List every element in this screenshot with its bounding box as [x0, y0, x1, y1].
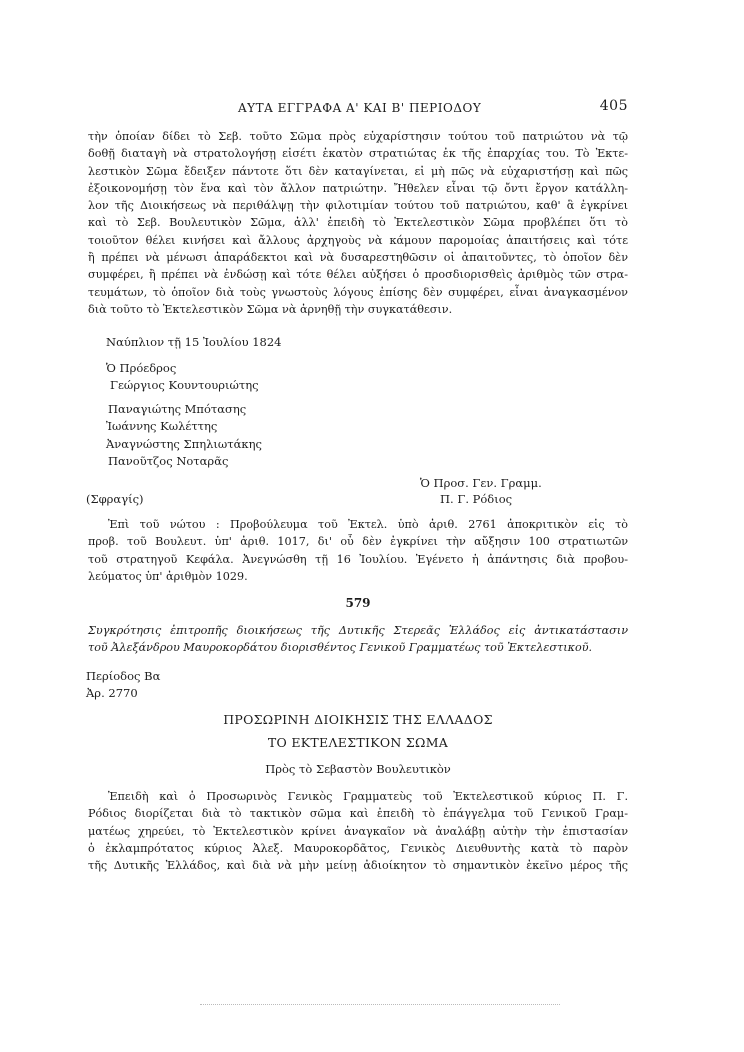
period-label: Περίοδος Βα [86, 669, 161, 683]
text-line: λεύματος ὑπ' ἀριθμὸν 1029. [88, 569, 248, 583]
text-line: τὴν ὁποίαν δίδει τὸ Σεβ. τοῦτο Σῶμα πρὸς εὐχαρίστησιν τούτου τοῦ πατριώτου νὰ τῷ [88, 130, 628, 143]
secretary-name: Π. Γ. Ρόδιος [440, 492, 513, 506]
footer-dotted-rule [200, 1004, 560, 1005]
endorsement-note [88, 516, 628, 585]
text-line: λεστικὸν Σῶμα ἔδειξεν πάντοτε ὅτι δὲν καταγίνεται, εἰ μὴ πῶς νὰ εὐχαριστήσῃ καὶ πῶς [88, 164, 628, 178]
place-date: Ναύπλιον τῇ 15 Ἰουλίου 1824 [106, 335, 282, 349]
text-line: τοιοῦτον θέλει κινήσει καὶ ἄλλους ἀρχηγοὺς νὰ κάμουν παρομοίας ἀπαιτήσεις καὶ τότε [88, 233, 628, 247]
document-number: 579 [345, 596, 371, 610]
text-line: καὶ τὸ Σεβ. Βουλευτικὸν Σῶμα, ἀλλ' ἐπειδὴ τὸ Ἐκτελεστικὸν Σῶμα προβλέπει ὅτι τὸ [88, 216, 628, 230]
paragraph-body [88, 788, 628, 874]
member-name: Ἰωάννης Κωλέττης [106, 419, 218, 433]
addressee: Πρὸς τὸ Σεβαστὸν Βουλευτικὸν [265, 762, 451, 776]
document-summary [88, 622, 628, 657]
text-line: τοῦ στρατηγοῦ Κεφάλα. Ἀνεγνώσθη τῇ 16 Ἰουλίου. Ἐγένετο ἡ ἀπάντησις διὰ προβου- [88, 552, 628, 566]
text-line: ματέως χηρεύει, τὸ Ἐκτελεστικὸν κρίνει ἀναγκαῖον νὰ ἀναλάβῃ αὐτὴν τὴν ἐπιστασίαν [88, 824, 628, 838]
seal-note: (Σφραγίς) [86, 492, 144, 506]
text-line: ἐξοικονομήσῃ τὸν ἕνα καὶ τὸν ἄλλον πατριώτην. Ἤθελεν εἶναι τῷ ὄντι ἔργον κατάλλη- [88, 181, 628, 195]
text-line: δοθῇ διαταγὴ νὰ στρατολογήσῃ εἰσέτι ἑκατὸν στρατιώτας ἐκ τῆς ἐπαρχίας του. Τὸ Ἐκτε- [88, 147, 628, 161]
running-header-title: ΑΥΤΑ ΕΓΓΡΑΦΑ Α' ΚΑΙ Β' ΠΕΡΙΟΔΟΥ [238, 101, 482, 115]
text-line: λον τῆς Διοικήσεως νὰ περιθάλψῃ τὴν φιλοτιμίαν τούτου τοῦ πατριώτου, καθ' ἃ ἐγκρίνει [88, 199, 628, 213]
member-name: Παναγιώτης Μπότασης [108, 402, 247, 416]
reference-number: Ἀρ. 2770 [86, 686, 138, 700]
heading-executive: ΤΟ ΕΚΤΕΛΕΣΤΙΚΟΝ ΣΩΜΑ [267, 735, 449, 750]
text-line: ἢ πρέπει νὰ μένωσι ἀπαράδεκτοι καὶ νὰ δυσαρεστηθῶσιν οἱ ἀπαιτοῦντες, τὸ ὁποῖον δὲν [88, 251, 628, 265]
text-line: συμφέρει, ἢ πρέπει νὰ ἐνδώσῃ καὶ τότε θέλει αὐξήσει ὁ προσδιορισθεὶς ἀριθμὸς τῶν στρα- [88, 268, 628, 282]
member-name: Πανοῦτζος Νοταρᾶς [108, 454, 229, 468]
text-line: τευμάτων, τὸ ὁποῖον διὰ τοὺς γνωστοὺς λόγους ἐπίσης δὲν συμφέρει, εἶναι ἀναγκασμένον [88, 285, 628, 299]
text-line: Ἐπειδὴ καὶ ὁ Προσωρινὸς Γενικὸς Γραμματεὺς τοῦ Ἐκτελεστικοῦ κύριος Π. Γ. [108, 790, 628, 803]
member-name: Ἀναγνώστης Σπηλιωτάκης [106, 437, 262, 451]
paragraph-continued [88, 128, 628, 318]
text-line: τοῦ Ἀλεξάνδρου Μαυροκορδάτου διορισθέντος Γενικοῦ Γραμματέως τοῦ Ἐκτελεστικοῦ. [88, 641, 593, 655]
text-line: Ἐπὶ τοῦ νώτου : Προβούλευμα τοῦ Ἐκτελ. ὑπὸ ἀριθ. 2761 ἀποκριτικὸν εἰς τὸ [108, 518, 628, 531]
page-number: 405 [599, 98, 628, 114]
text-line: προβ. τοῦ Βουλευτ. ὑπ' ἀριθ. 1017, δι' οὗ δὲν ἐγκρίνει τὴν αὔξησιν 100 στρατιωτῶν [88, 535, 628, 549]
text-line: τῆς Δυτικῆς Ἑλλάδος, καὶ διὰ νὰ μὴν μείνῃ ἀδιοίκητον τὸ σημαντικὸν ἐκεῖνο μέρος τῆς [88, 859, 628, 873]
text-line: διὰ τοῦτο τὸ Ἐκτελεστικὸν Σῶμα νὰ ἀρνηθῇ τὴν συγκατάθεσιν. [88, 302, 453, 316]
text-line: Συγκρότησις ἐπιτροπῆς διοικήσεως τῆς Δυτικῆς Στερεᾶς Ἑλλάδος εἰς ἀντικατάστασιν [88, 624, 628, 637]
president-name: Γεώργιος Κουντουριώτης [110, 378, 259, 392]
heading-government: ΠΡΟΣΩΡΙΝΗ ΔΙΟΙΚΗΣΙΣ ΤΗΣ ΕΛΛΑΔΟΣ [223, 712, 493, 727]
text-line: Ρόδιος διορίζεται διὰ τὸ τακτικὸν σῶμα καὶ ἐπειδὴ τὸ ἐπάγγελμα τοῦ Γενικοῦ Γραμ- [88, 807, 628, 821]
text-line: ὁ ἐκλαμπρότατος κύριος Ἀλεξ. Μαυροκορδᾶτος, Γενικὸς Διευθυντὴς κατὰ τὸ παρὸν [88, 841, 628, 855]
secretary-title: Ὁ Προσ. Γεν. Γραμμ. [420, 476, 542, 490]
president-title: Ὁ Πρόεδρος [106, 361, 177, 375]
